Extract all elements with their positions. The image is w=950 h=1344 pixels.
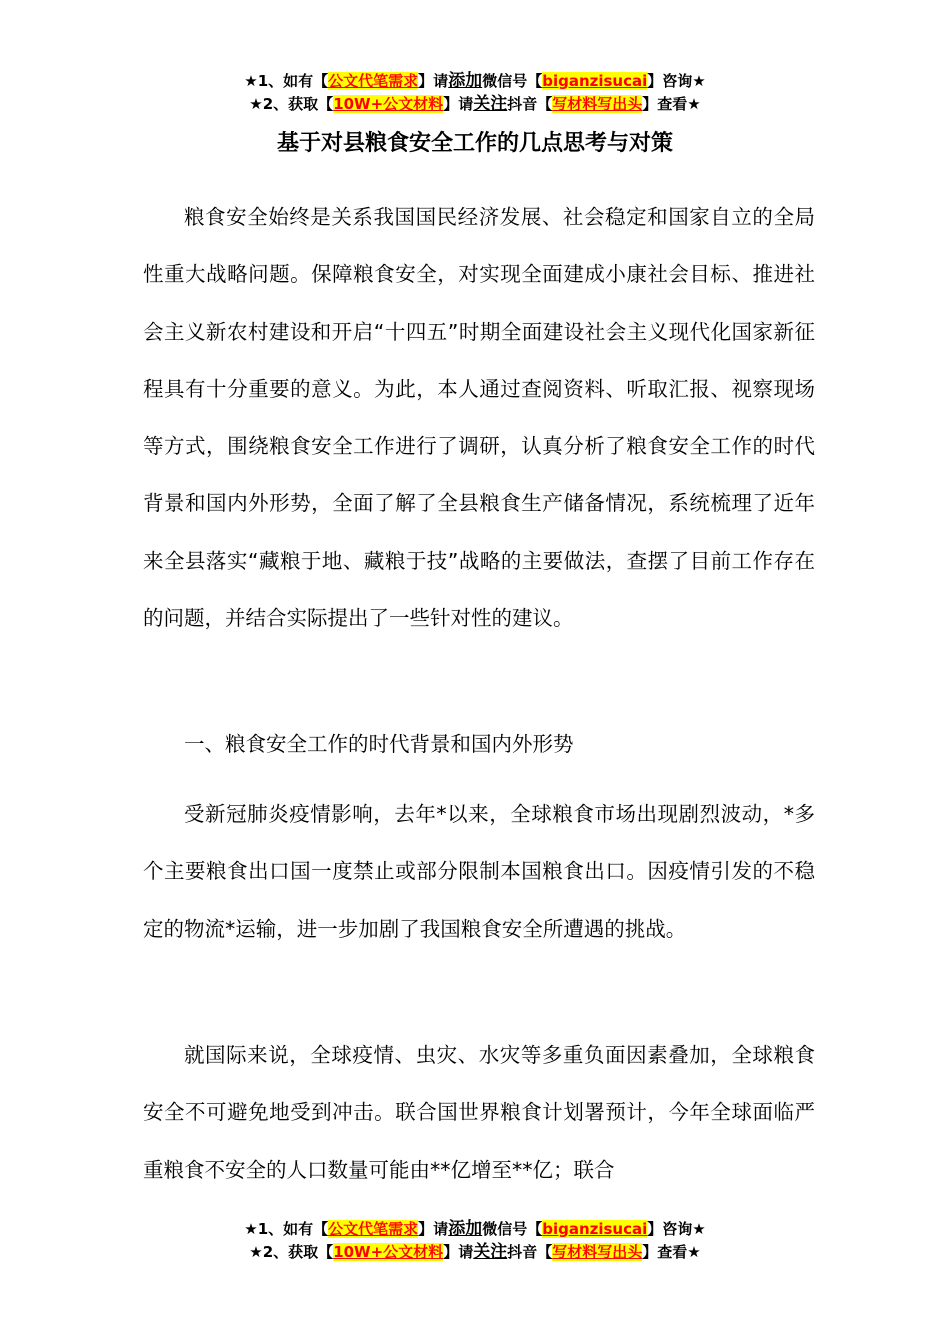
header-banner [0,70,950,116]
section-heading: 一、粮食安全工作的时代背景和国内外形势 [184,732,574,756]
paragraph-intro: 粮食安全始终是关系我国国民经济发展、社会稳定和国家自立的全局性重大战略问题。保障粮食安全，对实现全面建成小康社会目标、推进社会主义新农村建设和开启“十四五”时期全面建设社会主义现代化国家新征程具有十分重要的意义。为此，本人通过查阅资料、听取汇报、视察现场等方式，围绕粮食安全工作进行了调研，认真分析了粮食安全工作的时代背景和国内外形势，全面了解了全县粮食生产储备情况，系统梳理了近年来全县落实“藏粮于地、藏粮于技”战略的主要做法，查摆了目前工作存在的问题，并结合实际提出了一些针对性的建议。 [143,205,815,631]
highlight-tag: 10W+公文材料 [333,95,444,113]
banner-line-1 [0,1218,950,1241]
banner-line-1 [0,70,950,93]
banner-text: 】查看★ [642,95,701,113]
banner-text: 】请 [418,72,449,90]
banner-text: 】咨询★ [647,1220,706,1238]
banner-text: ★1、如有【 [244,72,329,90]
paragraph-international: 就国际来说，全球疫情、虫灾、水灾等多重负面因素叠加，全球粮食安全不可避免地受到冲击。联合国世界粮食计划署预计，今年全球面临严重粮食不安全的人口数量可能由**亿增至**亿；联合 [143,1043,815,1182]
highlight-tag: 公文代笔需求 [328,1220,419,1238]
banner-text: 抖音【 [507,1243,553,1261]
highlight-tag: 公文代笔需求 [328,72,419,90]
emphasis-text: 关注 [473,94,508,114]
banner-text: ★2、获取【 [249,95,334,113]
banner-text: ★2、获取【 [249,1243,334,1261]
banner-line-2 [0,1241,950,1264]
banner-text: ★1、如有【 [244,1220,329,1238]
banner-text: 】请 [443,1243,474,1261]
banner-text: 】请 [418,1220,449,1238]
banner-line-2 [0,93,950,116]
banner-text: 】请 [443,95,474,113]
banner-text: 微信号【 [482,72,543,90]
emphasis-text: 添加 [448,71,483,91]
emphasis-text: 添加 [448,1219,483,1239]
highlight-tag: 写材料写出头 [552,1243,643,1261]
highlight-tag: 10W+公文材料 [333,1243,444,1261]
emphasis-text: 关注 [473,1242,508,1262]
highlight-tag: biganzisucai [542,1220,648,1238]
banner-text: 】查看★ [642,1243,701,1261]
paragraph-background: 受新冠肺炎疫情影响，去年*以来，全球粮食市场出现剧烈波动，*多个主要粮食出口国一度禁止或部分限制本国粮食出口。因疫情引发的不稳定的物流*运输，进一步加剧了我国粮食安全所遭遇的挑战。 [143,802,815,941]
banner-text: 】咨询★ [647,72,706,90]
highlight-tag: biganzisucai [542,72,648,90]
highlight-tag: 写材料写出头 [552,95,643,113]
banner-text: 微信号【 [482,1220,543,1238]
document-title: 基于对县粮食安全工作的几点思考与对策 [276,131,673,156]
banner-text: 抖音【 [507,95,553,113]
footer-banner [0,1218,950,1264]
